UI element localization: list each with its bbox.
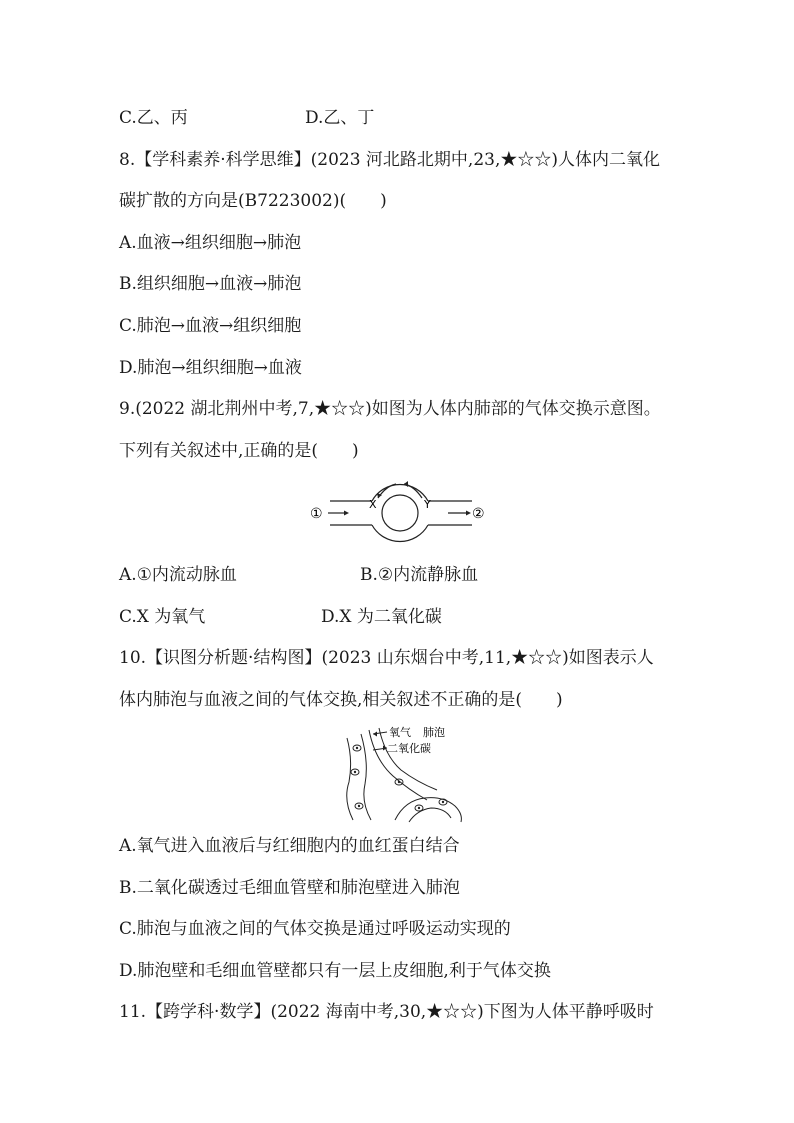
q10-wall-outer-left — [347, 738, 353, 820]
q8-option-b: B.组织细胞→血液→肺泡 — [119, 274, 302, 294]
q8-option-c: C.肺泡→血液→组织细胞 — [119, 316, 302, 336]
q9-option-d: D.X 为二氧化碳 — [321, 607, 442, 627]
q9-label-in: ① — [310, 506, 323, 522]
q9-option-c: C.X 为氧气 — [119, 607, 206, 627]
q8-option-a: A.血液→组织细胞→肺泡 — [119, 233, 302, 253]
q10-option-d: D.肺泡壁和毛细血管壁都只有一层上皮细胞,利于气体交换 — [119, 961, 551, 981]
q8-option-d: D.肺泡→组织细胞→血液 — [119, 358, 302, 378]
q11-stem-line1: 11.【跨学科·数学】(2022 海南中考,30,★☆☆)下图为人体平静呼吸时 — [119, 1002, 654, 1022]
q10-alveolus-figure — [335, 720, 475, 824]
q8-stem-line2: 碳扩散的方向是(B7223002)( ) — [119, 191, 387, 211]
q9-gas-exchange-figure — [300, 470, 500, 556]
q7-option-c: C.乙、丙 — [119, 108, 188, 128]
q10-option-c: C.肺泡与血液之间的气体交换是通过呼吸运动实现的 — [119, 919, 511, 939]
q9-option-b: B.②内流静脉血 — [360, 565, 479, 585]
q10-wall-right-1 — [395, 798, 461, 822]
q10-capillary-1 — [369, 730, 427, 800]
q9-capillary-upper — [372, 484, 428, 501]
q8-stem-line1: 8.【学科素养·科学思维】(2023 河北路北期中,23,★☆☆)人体内二氧化 — [119, 150, 660, 170]
q9-stem-line1: 9.(2022 湖北荆州中考,7,★☆☆)如图为人体内肺部的气体交换示意图。 — [119, 399, 661, 419]
q9-label-y: Y — [424, 498, 431, 511]
q7-option-d: D.乙、丁 — [305, 108, 375, 128]
q9-stem-line2: 下列有关叙述中,正确的是( ) — [119, 441, 359, 461]
q9-option-a: A.①内流动脉血 — [119, 565, 237, 585]
q10-label-co2: 二氧化碳 — [387, 742, 431, 755]
q10-label-oxygen: 氧气 — [389, 726, 411, 739]
q9-capillary-lower — [372, 525, 428, 542]
q9-label-x: X — [369, 498, 377, 511]
q9-label-out: ② — [472, 506, 485, 522]
q10-option-b: B.二氧化碳透过毛细血管壁和肺泡壁进入肺泡 — [119, 878, 460, 898]
q9-alveolus-circle — [382, 495, 418, 531]
q10-label-alveolus: 肺泡 — [423, 726, 445, 739]
q10-stem-line2: 体内肺泡与血液之间的气体交换,相关叙述不正确的是( ) — [119, 690, 563, 710]
q10-option-a: A.氧气进入血液后与红细胞内的血红蛋白结合 — [119, 836, 460, 856]
q10-stem-line1: 10.【识图分析题·结构图】(2023 山东烟台中考,11,★☆☆)如图表示人 — [119, 648, 654, 668]
